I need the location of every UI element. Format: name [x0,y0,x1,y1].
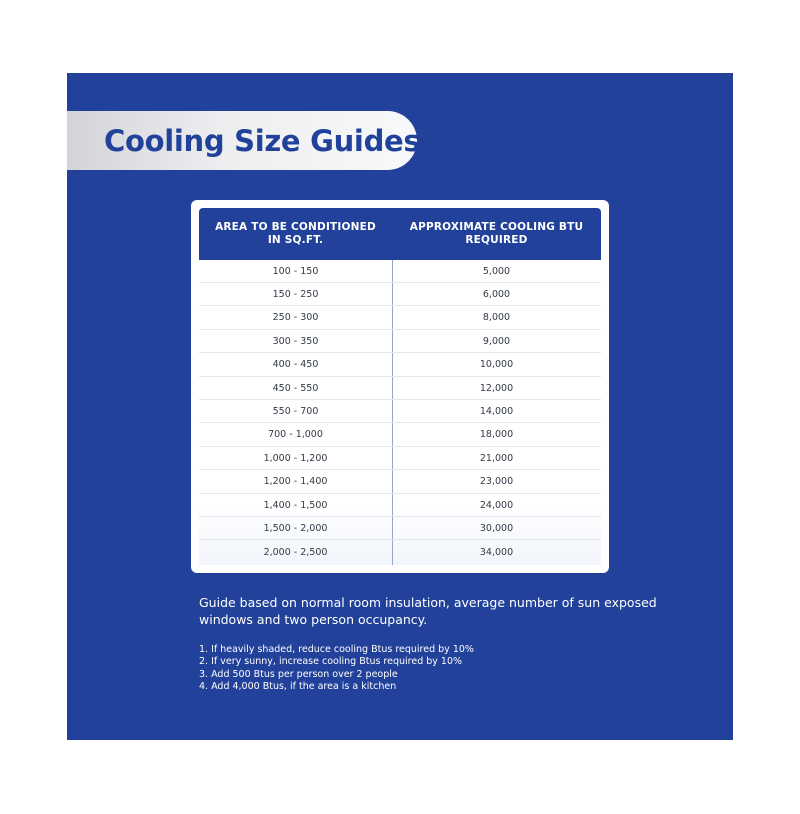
area-cell: 2,000 - 2,500 [263,546,328,558]
table-row [199,424,601,447]
table-row [199,354,601,377]
table-row [199,307,601,330]
tip-item: 3. Add 500 Btus per person over 2 people [199,668,398,680]
area-cell: 450 - 550 [272,382,319,394]
btu-cell: 14,000 [479,405,514,417]
btu-cell: 18,000 [479,429,514,441]
table-row [199,447,601,470]
btu-cell: 23,000 [479,476,514,488]
table-header [199,208,601,260]
btu-cell: 8,000 [482,312,511,324]
area-cell: 1,000 - 1,200 [263,452,328,464]
table-row [199,377,601,400]
insulation-note: Guide based on normal room insulation, average number of sun exposed windows and two person occupancy. [199,595,657,627]
guide-panel [67,73,733,740]
header-btu: APPROXIMATE COOLING BTU REQUIRED [409,221,584,246]
table-row [199,400,601,423]
title-banner [67,111,421,170]
area-cell: 1,500 - 2,000 [263,522,328,534]
table-row [199,330,601,353]
tip-item: 4. Add 4,000 Btus, if the area is a kitchen [199,680,397,692]
tip-item: 2. If very sunny, increase cooling Btus required by 10% [199,656,463,668]
table-row [199,541,601,564]
btu-cell: 24,000 [479,499,514,511]
table-row [199,517,601,540]
page-title: Cooling Size Guides [104,124,421,158]
cooling-table [191,200,609,573]
area-cell: 100 - 150 [272,265,319,277]
tip-item: 1. If heavily shaded, reduce cooling Btus required by 10% [199,644,474,655]
adjustment-tips [199,644,474,693]
area-cell: 550 - 700 [272,405,319,417]
btu-cell: 10,000 [479,359,514,371]
table-body [199,260,601,565]
btu-cell: 21,000 [479,452,514,464]
table-row [199,283,601,306]
btu-cell: 5,000 [482,265,511,277]
area-cell: 400 - 450 [272,359,319,371]
area-cell: 250 - 300 [272,312,319,324]
area-cell: 300 - 350 [272,335,319,347]
table-row [199,494,601,517]
btu-cell: 9,000 [482,335,511,347]
btu-cell: 34,000 [479,546,514,558]
table-row [199,260,601,283]
btu-cell: 12,000 [479,382,514,394]
area-cell: 150 - 250 [272,288,319,300]
btu-cell: 30,000 [479,522,514,534]
btu-cell: 6,000 [482,288,511,300]
table-row [199,471,601,494]
area-cell: 1,400 - 1,500 [263,499,328,511]
area-cell: 1,200 - 1,400 [263,476,328,488]
area-cell: 700 - 1,000 [268,429,323,441]
header-area: AREA TO BE CONDITIONED IN SQ.FT. [215,221,376,246]
